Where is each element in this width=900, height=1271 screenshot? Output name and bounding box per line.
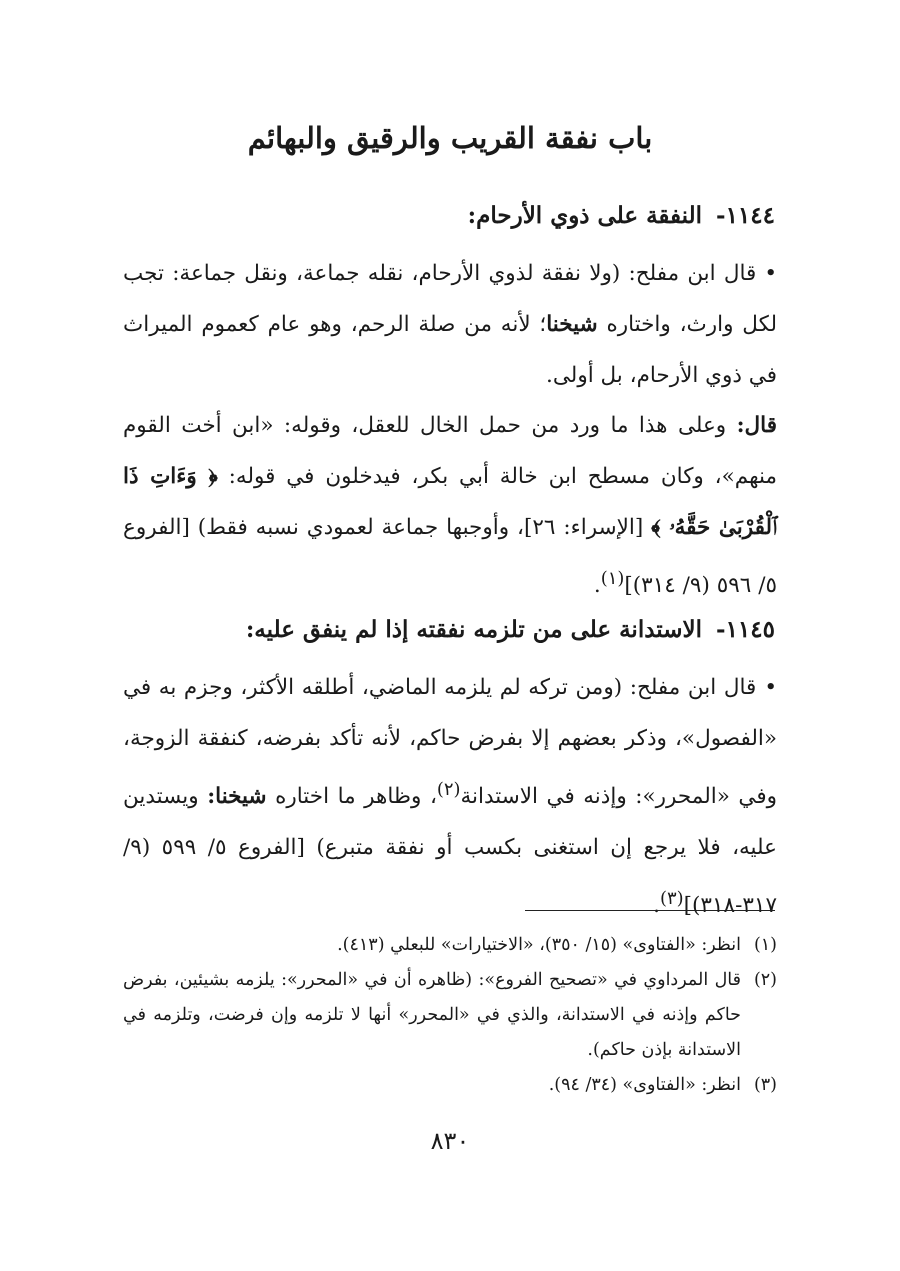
paragraph-text: قال ابن مفلح: (ومن تركه لم يلزمه الماضي، أطلقه الأكثر، وجزم به في «الفصول»، وذكر بعضهم إلا بفرض حاكم، لأنه تأكد بفرضه، كنفقة الزوجة، وفي «المحرر»: وإذنه في الاستدانة xyxy=(123,675,777,810)
footnote-reference: (٢) xyxy=(436,779,461,800)
paragraph-end: . xyxy=(593,573,601,599)
footnote-text: قال المرداوي في «تصحيح الفروع»: (ظاهره أن في «المحرر»: يلزمه بشيئين، بفرض حاكم وإذنه في الاستدانة، والذي في «المحرر» أنها لا تلزمه وإن فرضت، وتلزمه في الاستدانة بإذن حاكم). xyxy=(123,970,741,1060)
paragraph-text: ، وظاهر ما اختاره xyxy=(266,784,437,810)
paragraph-text: وعلى هذا ما ورد من حمل الخال للعقل، وقوله: «ابن أخت القوم منهم»، وكان مسطح ابن خالة أبي بكر، فيدخلون في قوله: xyxy=(123,413,777,489)
footnote-text: انظر: «الفتاوى» (٣٤/ ٩٤). xyxy=(548,1075,741,1095)
paragraph-text: ويستدين عليه، فلا يرجع إن استغنى بكسب أو نفقة متبرع) [الفروع ٥/ ٥٩٩ (٩/ ٣١٧-٣١٨)] xyxy=(123,784,777,919)
footnote-text: انظر: «الفتاوى» (١٥/ ٣٥٠)، «الاختيارات» للبعلي (٤١٣). xyxy=(337,935,741,955)
footnote-3 xyxy=(123,1068,777,1103)
chapter-title: باب نفقة القريب والرقيق والبهائم xyxy=(247,121,653,155)
paragraph-ibn-muflih-1 xyxy=(123,248,777,401)
bold-term: شيخنا: xyxy=(207,784,267,810)
paragraph-qal-1 xyxy=(123,400,777,611)
footnote-mark: (٣) xyxy=(753,1075,777,1095)
section-heading-1144 xyxy=(120,196,775,236)
footnote-reference: (١) xyxy=(600,568,625,589)
section-title: النفقة على ذوي الأرحام: xyxy=(467,202,703,229)
bold-term: شيخنا xyxy=(546,312,598,337)
footnote-2 xyxy=(123,963,777,1068)
quran-verse: ﴿ وَءَاتِ ذَا ٱلْقُرْبَىٰ حَقَّهُۥ ﴾ xyxy=(123,464,778,540)
page-number: ٨٣٠ xyxy=(430,1127,470,1155)
footnote-1 xyxy=(123,928,777,963)
footnote-mark: (٢) xyxy=(753,970,777,990)
bullet-icon: • xyxy=(764,261,777,286)
paragraph-ibn-muflih-2 xyxy=(123,662,777,931)
paragraph-text: قال ابن مفلح: (ولا نفقة لذوي الأرحام، نقله جماعة، ونقل جماعة: تجب لكل وارث، واختاره xyxy=(123,261,777,337)
paragraph-text: [الإسراء: ٢٦]، وأوجبها جماعة لعمودي نسبه فقط) [الفروع ٥/ ٥٩٦ (٩/ ٣١٤)] xyxy=(123,515,777,599)
section-title: الاستدانة على من تلزمه نفقته إذا لم ينفق عليه: xyxy=(245,616,703,643)
bold-term: قال: xyxy=(736,413,777,438)
section-number: ١١٤٥- xyxy=(716,616,775,643)
paragraph-end: . xyxy=(653,893,661,919)
section-heading-1145 xyxy=(120,610,775,650)
footnote-mark: (١) xyxy=(753,935,777,955)
footnotes xyxy=(123,928,777,1103)
footnote-reference: (٣) xyxy=(660,888,684,910)
footnote-divider xyxy=(525,910,775,911)
paragraph-text: ؛ لأنه من صلة الرحم، وهو عام كعموم الميراث في ذوي الأرحام، بل أولى. xyxy=(123,312,777,388)
bullet-icon: • xyxy=(764,675,777,700)
section-number: ١١٤٤- xyxy=(716,202,775,229)
